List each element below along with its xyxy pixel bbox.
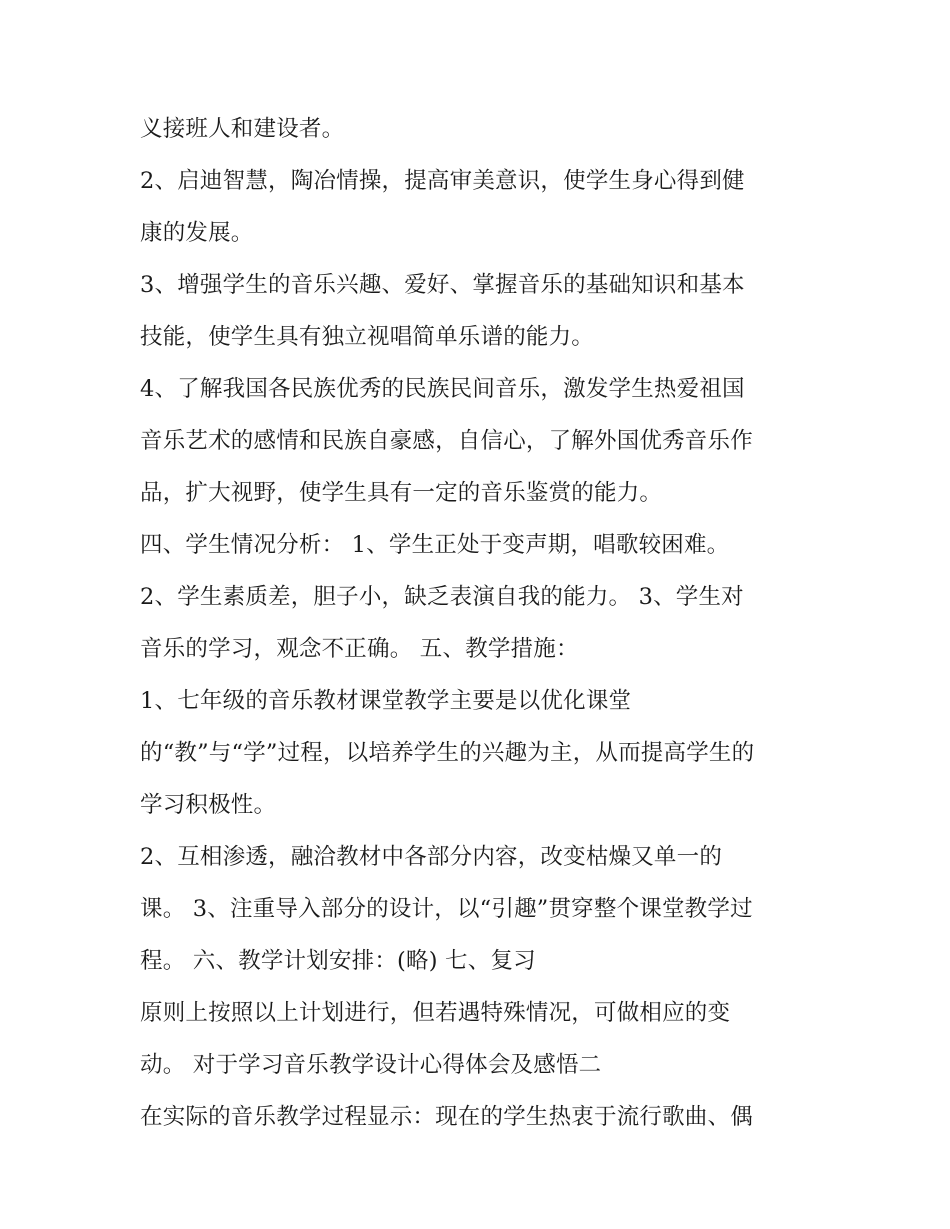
text-line: 2、学生素质差，胆子小，缺乏表演自我的能力。 3、学生对 — [140, 584, 744, 610]
text-line: 4、了解我国各民族优秀的民族民间音乐，激发学生热爱祖国 — [140, 376, 745, 402]
text-line: 义接班人和建设者。 — [140, 116, 345, 142]
text-line: 动。 对于学习音乐教学设计心得体会及感悟二 — [140, 1052, 602, 1078]
text-line: 程。 六、教学计划安排：(略) 七、复习 — [140, 948, 536, 974]
text-line: 技能，使学生具有独立视唱简单乐谱的能力。 — [140, 324, 595, 350]
text-line: 音乐的学习，观念不正确。 五、教学措施： — [140, 636, 579, 662]
text-line: 康的发展。 — [140, 220, 254, 246]
text-line: 的“教”与“学”过程，以培养学生的兴趣为主，从而提高学生的 — [140, 740, 755, 766]
text-line: 2、启迪智慧，陶冶情操，提高审美意识，使学生身心得到健 — [140, 168, 745, 194]
text-line: 2、互相渗透，融洽教材中各部分内容，改变枯燥又单一的 — [140, 844, 723, 870]
text-line: 在实际的音乐教学过程显示：现在的学生热衷于流行歌曲、偶 — [140, 1104, 753, 1130]
text-line: 原则上按照以上计划进行，但若遇特殊情况，可做相应的变 — [140, 1000, 731, 1026]
text-line: 音乐艺术的感情和民族自豪感，自信心，了解外国优秀音乐作 — [140, 428, 753, 454]
document-body — [140, 108, 830, 1148]
text-line: 3、增强学生的音乐兴趣、爱好、掌握音乐的基础知识和基本 — [140, 272, 745, 298]
text-line: 课。 3、注重导入部分的设计，以“引趣”贯穿整个课堂教学过 — [140, 896, 753, 922]
text-line: 1、七年级的音乐教材课堂教学主要是以优化课堂 — [140, 688, 632, 714]
text-line: 品，扩大视野，使学生具有一定的音乐鉴赏的能力。 — [140, 480, 663, 506]
text-line: 四、学生情况分析： 1、学生正处于变声期，唱歌较困难。 — [140, 532, 730, 558]
text-line: 学习积极性。 — [140, 792, 277, 818]
